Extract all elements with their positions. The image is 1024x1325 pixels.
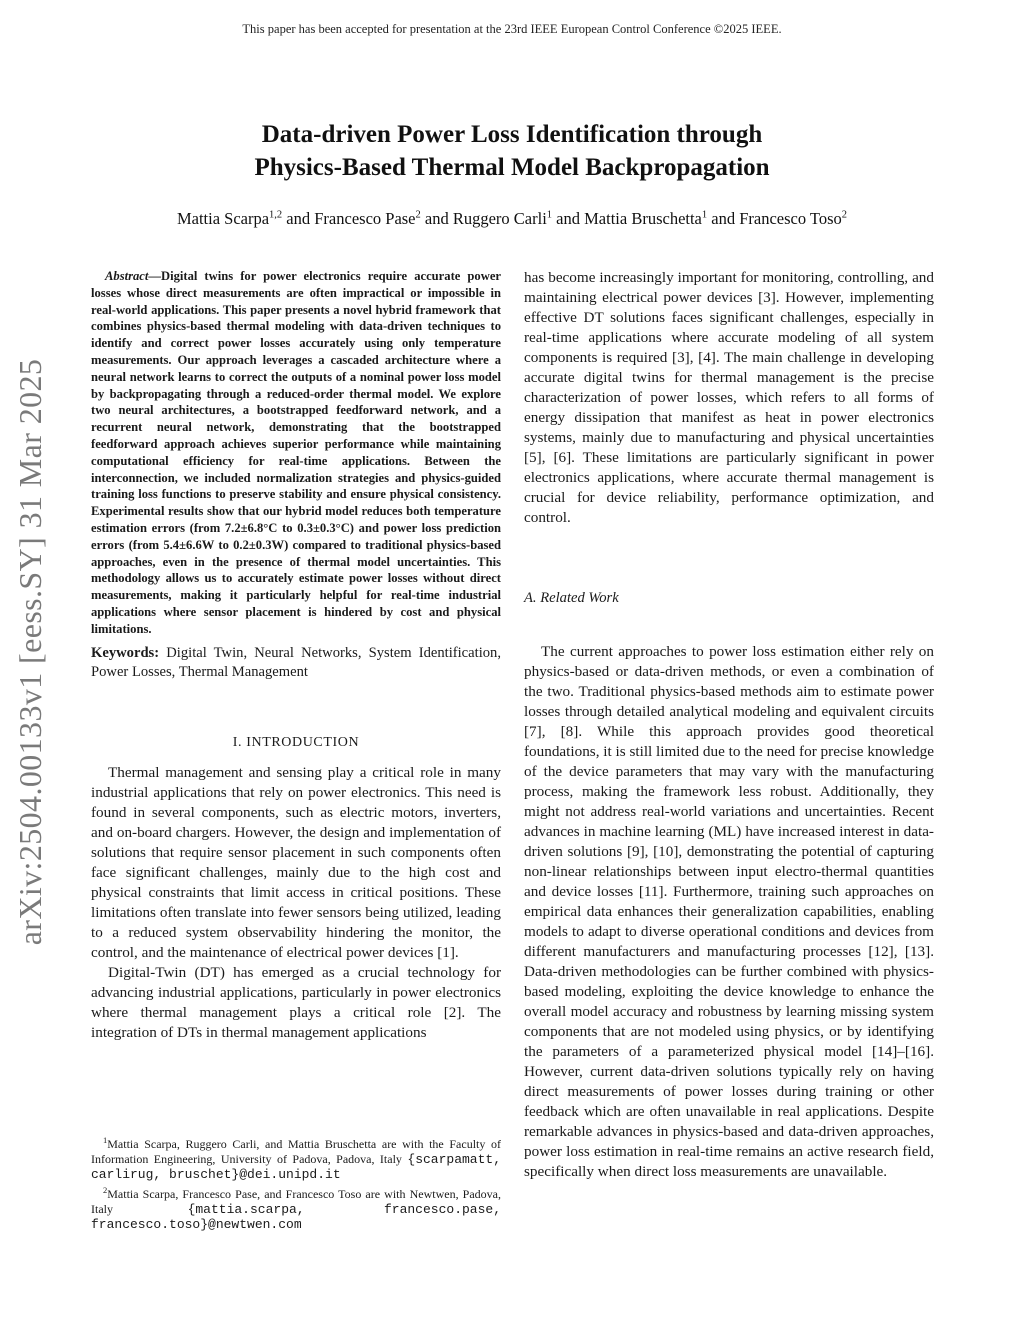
footnote-text: Mattia Scarpa, Ruggero Carli, and Mattia Bruschetta are with the Faculty of Information Engineering, University of Padova, Padova, Italy bbox=[91, 1137, 501, 1167]
author-affiliation: 2 bbox=[841, 209, 848, 221]
author-name: Ruggero Carli bbox=[452, 209, 547, 228]
author-separator: and bbox=[424, 209, 449, 228]
abstract-dash: — bbox=[148, 269, 161, 283]
footnote-1 bbox=[91, 1133, 501, 1183]
footnotes bbox=[91, 1133, 501, 1232]
footnote-email: {mattia.scarpa, francesco.pase, francesco.toso}@newtwen.com bbox=[91, 1201, 501, 1233]
paper-title bbox=[0, 118, 1024, 184]
intro-paragraph: Digital-Twin (DT) has emerged as a crucial technology for advancing industrial applications, particularly in power electronics where thermal management plays a critical role [2]. The integration of DTs in thermal management applications bbox=[91, 963, 501, 1041]
author-name: Francesco Pase bbox=[314, 209, 416, 228]
footnote-mark: 1 bbox=[103, 1135, 108, 1145]
subsection-heading-related-work: A. Related Work bbox=[524, 590, 619, 606]
abstract-label: Abstract bbox=[105, 269, 149, 283]
author-separator: and bbox=[711, 209, 736, 228]
footnote-2 bbox=[91, 1183, 501, 1233]
author-affiliation: 1 bbox=[546, 209, 553, 221]
right-column bbox=[524, 268, 934, 1182]
footnote-mark: 2 bbox=[103, 1184, 108, 1195]
keywords bbox=[91, 644, 501, 683]
footnote-text: Mattia Scarpa, Francesco Pase, and Francesco Toso are with Newtwen, Padova, Italy bbox=[91, 1186, 501, 1216]
keywords-label: Keywords: bbox=[91, 644, 160, 661]
author-affiliation: 2 bbox=[415, 209, 421, 221]
left-column bbox=[91, 268, 501, 1043]
intro-paragraph: Thermal management and sensing play a critical role in many industrial applications that rely on power electronics. This need is found in several components, such as electric motors, inverters, and on-board chargers. However, the design and implementation of solutions that require sensor placement in such components often face significant challenges, mainly due to the high cost and physical constraints that limit access in critical positions. These limitations often translate into fewer sensors being utilized, leading to a reduced system observability hindering the monitor, the control, and the maintenance of electrical power devices [1]. bbox=[91, 763, 501, 961]
author-name: Francesco Toso bbox=[739, 209, 842, 228]
abstract-text: Digital twins for power electronics require accurate power losses whose direct measurements are often impractical or impossible in real-world applications. This paper presents a novel hybrid framework that combines physics-based thermal modeling with data-driven techniques to identify and correct power losses accurately using only temperature measurements. Our approach leverages a cascaded architecture where a neural network learns to correct the outputs of a nominal power loss model by backpropagating through a reduced-order thermal model. We explore two neural architectures, a bootstrapped feedforward network, and a recurrent neural network, demonstrating that the bootstrapped feedforward approach achieves superior performance while maintaining computational efficiency for real-time applications. Between the interconnection, we included normalization strategies and physics-guided training loss functions to preserve stability and ensure physical consistency. Experimental results show that our hybrid model reduces both temperature estimation errors (from 7.2±6.8°C to 0.3±0.3°C) and power loss prediction errors (from 5.4±6.6W to 0.2±0.3W) compared to traditional physics-based approaches, even in the presence of thermal model uncertainties. This methodology allows us to accurately estimate power losses without direct measurements, making it particularly helpful for real-time industrial applications where sensor placement is hindered by cost and physical limitations. bbox=[91, 269, 501, 636]
title-line-2: Physics-Based Thermal Model Backpropagation bbox=[254, 154, 770, 181]
author-name: Mattia Bruschetta bbox=[584, 209, 702, 228]
author-separator: and bbox=[286, 209, 311, 228]
keywords-text: Digital Twin, Neural Networks, System Identification, Power Losses, Thermal Management bbox=[91, 644, 501, 681]
title-line-1: Data-driven Power Loss Identification through bbox=[261, 121, 763, 148]
arxiv-identifier: arXiv:2504.00133v1 [eess.SY] 31 Mar 2025 bbox=[12, 358, 48, 946]
related-work-paragraph: The current approaches to power loss estimation either rely on physics-based or data-driven methods, or even a combination of the two. Traditional physics-based methods aim to estimate power losses through detailed analytical modeling and equivalent circuits [7], [8]. While this approach provides good theoretical foundations, it is still limited due to the need for precise knowledge of the device parameters that may vary with the manufacturing process, making the framework less robust. Additionally, they might not address real-world variations and uncertainties. Recent advances in machine learning (ML) have increased interest in data-driven solutions [9], [10], demonstrating the potential of capturing non-linear relationships between input electro-thermal quantities and device losses [11]. Furthermore, training such approaches on empirical data enhances their generalization capabilities, enabling models to adapt to diverse operational conditions and devices from different manufacturers and manufacturing processes [12], [13]. Data-driven methodologies can be further combined with physics-based modeling, exploiting the device knowledge to enhance the overall model accuracy and robustness by learning missing system components that are not modeled using physics, or by identifying the parameters of a parameterized physical model [14]–[16]. However, current data-driven solutions typically rely on having direct measurements of power losses during training or other feedback which are often unavailable in real applications. Despite remarkable advances in physics-based and data-driven approaches, power loss estimation in real-time remains an active research field, specifically when direct loss measurements are unavailable. bbox=[524, 643, 934, 1180]
intro-paragraph-continued: has become increasingly important for monitoring, controlling, and maintaining electrical power devices [3]. However, implementing effective DT solutions faces significant challenges, especially in real-time applications where accurate modeling of all system components is required [3], [4]. The main challenge in developing accurate digital twins for thermal management is the precise characterization of power losses, which refers to all forms of energy dissipation that manifest as heat in power electronics systems, mainly due to manufacturing and physical uncertainties [5], [6]. These limitations are particularly significant in power electronics applications, where accurate thermal management is crucial for device reliability, performance optimization, and control. bbox=[524, 269, 934, 526]
author-name: Mattia Scarpa bbox=[176, 209, 270, 228]
author-list bbox=[0, 209, 1024, 229]
abstract bbox=[91, 268, 501, 638]
conference-notice: This paper has been accepted for presentation at the 23rd IEEE European Control Conference ©2025 IEEE. bbox=[242, 22, 782, 36]
author-separator: and bbox=[556, 209, 580, 228]
footnote-email: {scarpamatt, carlirug, bruschet}@dei.unipd.it bbox=[91, 1152, 502, 1183]
section-heading-introduction: I. INTRODUCTION bbox=[232, 734, 360, 750]
author-affiliation: 1,2 bbox=[269, 209, 283, 221]
author-affiliation: 1 bbox=[701, 209, 708, 221]
